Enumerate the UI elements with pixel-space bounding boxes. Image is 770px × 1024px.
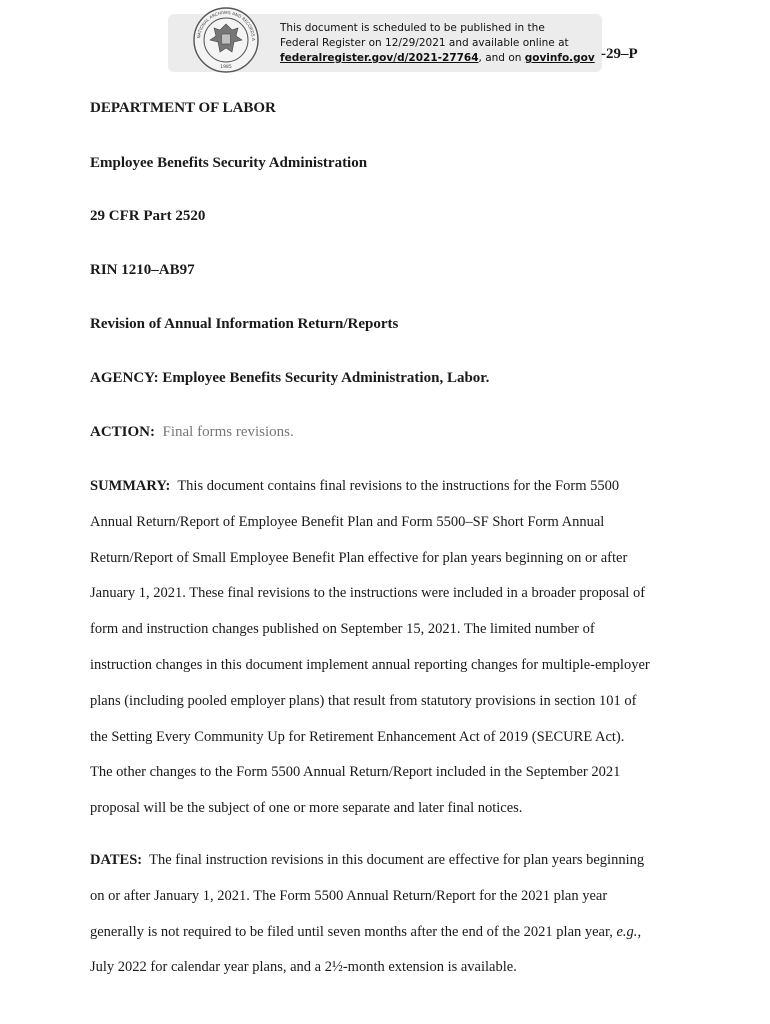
cfr-heading: 29 CFR Part 2520 [90,208,206,224]
eg-abbreviation: e.g. [616,923,638,940]
document-title: Revision of Annual Information Return/Reports [90,316,399,332]
summary-line: The other changes to the Form 5500 Annual Return/Report included in the September 2021 [90,764,621,781]
summary-line: plans (including pooled employer plans) that result from statutory provisions in section 101 of [90,692,637,709]
action-text: Final forms revisions. [162,424,294,440]
publication-notice [280,21,600,66]
dates-line [90,843,690,879]
summary-paragraph [90,469,690,827]
dates-label: DATES: [90,852,143,868]
dates-line-text: , [637,923,642,940]
summary-line: Return/Report of Small Employee Benefit Plan effective for plan years beginning on or after [90,549,628,566]
banner-line-2: Federal Register on 12/29/2021 and available online at [280,37,569,49]
summary-line-text: This document contains final revisions to the instructions for the Form 5500 [177,478,620,494]
action-line [90,424,690,441]
agency-name-heading: Employee Benefits Security Administration [90,155,368,171]
banner-line-1: This document is scheduled to be published in the [280,22,545,34]
action-label: ACTION: [90,424,156,440]
national-archives-seal-icon [192,6,260,74]
summary-line: Annual Return/Report of Employee Benefit Plan and Form 5500–SF Short Form Annual [90,513,605,530]
banner-line-3 [280,51,600,66]
rin-heading: RIN 1210–AB97 [90,262,195,278]
dates-line-text: generally is not required to be filed until seven months after the end of the 2021 plan year, [90,923,617,940]
summary-line: instruction changes in this document implement annual reporting changes for multiple-employer [90,656,650,673]
dates-line: July 2022 for calendar year plans, and a 2½-month extension is available. [90,959,517,976]
summary-line: January 1, 2021. These final revisions to the instructions were included in a broader proposal of [90,585,646,602]
document-code: -29–P [601,46,638,62]
banner-mid-text: , and on [478,52,525,64]
federal-register-link[interactable]: federalregister.gov/d/2021-27764 [280,52,479,64]
agency-line: AGENCY: Employee Benefits Security Administration, Labor. [90,370,490,386]
dates-line [90,915,690,951]
summary-line: proposal will be the subject of one or more separate and later final notices. [90,800,523,817]
summary-line: the Setting Every Community Up for Retirement Enhancement Act of 2019 (SECURE Act). [90,728,625,745]
dates-paragraph [90,843,690,986]
svg-text:1985: 1985 [220,65,232,70]
publication-banner [168,9,602,72]
department-heading: DEPARTMENT OF LABOR [90,100,276,116]
svg-text:NATIONAL ARCHIVES AND RECORDS: NATIONAL ARCHIVES AND RECORDS A [196,9,257,41]
dates-line: on or after January 1, 2021. The Form 5500 Annual Return/Report for the 2021 plan year [90,887,608,904]
summary-line: form and instruction changes published on September 15, 2021. The limited number of [90,621,595,638]
summary-label: SUMMARY: [90,478,171,494]
dates-line-text: The final instruction revisions in this document are effective for plan years beginning [149,852,645,868]
govinfo-link[interactable]: govinfo.gov [524,52,595,64]
summary-line [90,469,690,505]
